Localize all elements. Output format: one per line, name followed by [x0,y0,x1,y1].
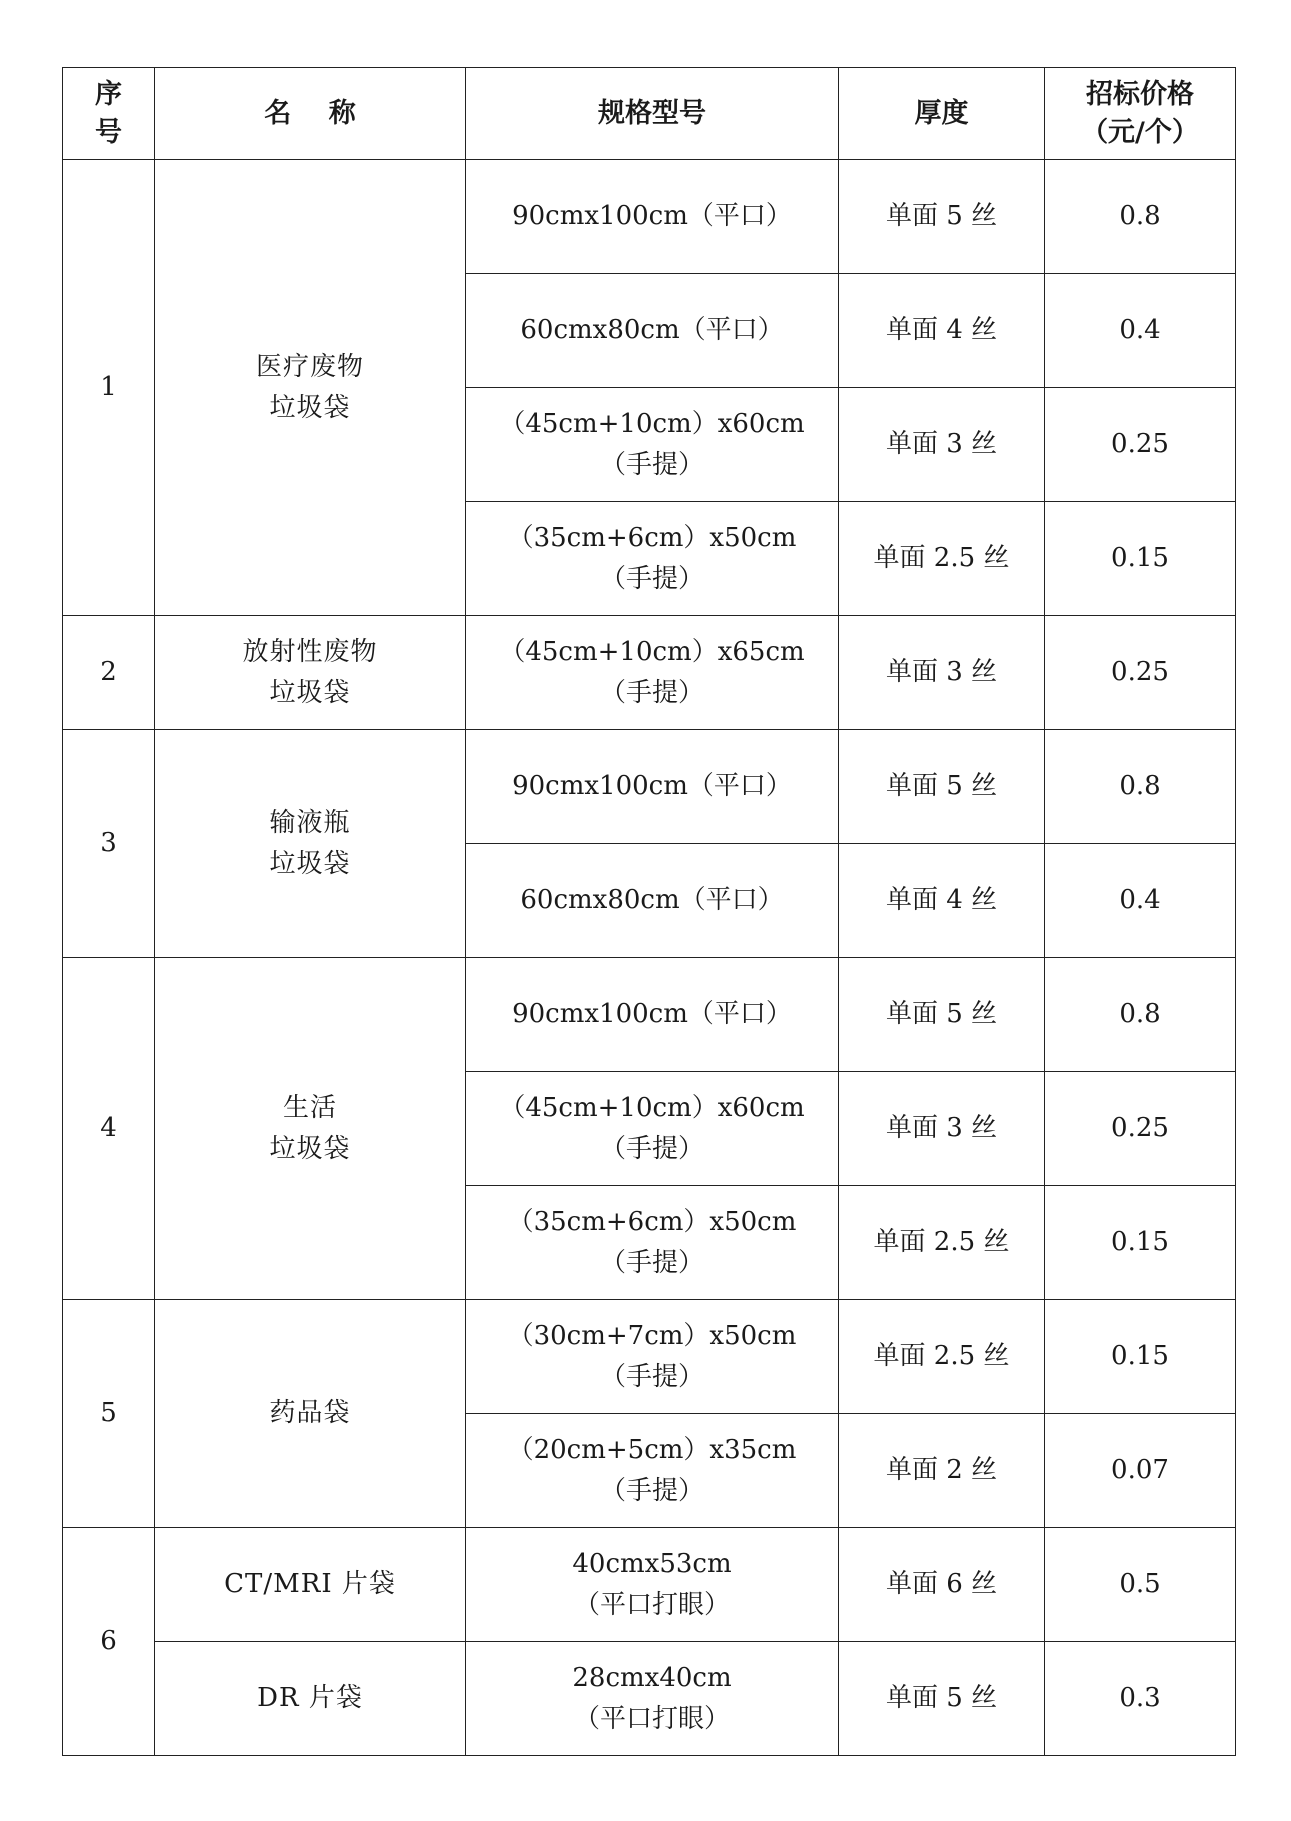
seq-cell: 4 [63,958,155,1300]
item-name-cell: 医疗废物 垃圾袋 [155,160,466,616]
thickness-cell: 单面 4 丝 [839,844,1045,958]
table-row [63,1300,1236,1414]
price-cell: 0.15 [1045,1186,1236,1300]
item-name-cell: 放射性废物 垃圾袋 [155,616,466,730]
table-row [63,616,1236,730]
spec-cell: 28cmx40cm （平口打眼） [466,1642,839,1756]
thickness-cell: 单面 3 丝 [839,388,1045,502]
thickness-cell: 单面 5 丝 [839,1642,1045,1756]
thickness-cell: 单面 5 丝 [839,730,1045,844]
thickness-cell: 单面 2.5 丝 [839,1186,1045,1300]
item-name-cell: 药品袋 [155,1300,466,1528]
header-name: 名 称 [155,68,466,160]
thickness-cell: 单面 2.5 丝 [839,502,1045,616]
header-spec: 规格型号 [466,68,839,160]
thickness-cell: 单面 3 丝 [839,616,1045,730]
price-cell: 0.8 [1045,958,1236,1072]
price-cell: 0.15 [1045,1300,1236,1414]
thickness-cell: 单面 6 丝 [839,1528,1045,1642]
item-name-cell: CT/MRI 片袋 [155,1528,466,1642]
price-cell: 0.15 [1045,502,1236,616]
spec-cell: 90cmx100cm（平口） [466,730,839,844]
item-name-cell: DR 片袋 [155,1642,466,1756]
spec-cell: （45cm+10cm）x60cm （手提） [466,388,839,502]
seq-cell: 3 [63,730,155,958]
spec-cell: （35cm+6cm）x50cm （手提） [466,502,839,616]
spec-cell: （45cm+10cm）x60cm （手提） [466,1072,839,1186]
table-row [63,160,1236,274]
price-cell: 0.25 [1045,388,1236,502]
price-cell: 0.8 [1045,160,1236,274]
header-seq: 序 号 [63,68,155,160]
price-cell: 0.3 [1045,1642,1236,1756]
spec-cell: （30cm+7cm）x50cm （手提） [466,1300,839,1414]
thickness-cell: 单面 5 丝 [839,958,1045,1072]
seq-cell: 2 [63,616,155,730]
price-cell: 0.4 [1045,844,1236,958]
table-row [63,1642,1236,1756]
spec-cell: 90cmx100cm（平口） [466,160,839,274]
item-name-cell: 生活 垃圾袋 [155,958,466,1300]
table-row [63,730,1236,844]
spec-cell: 60cmx80cm（平口） [466,844,839,958]
price-cell: 0.8 [1045,730,1236,844]
thickness-cell: 单面 5 丝 [839,160,1045,274]
thickness-cell: 单面 4 丝 [839,274,1045,388]
header-thickness: 厚度 [839,68,1045,160]
thickness-cell: 单面 3 丝 [839,1072,1045,1186]
price-cell: 0.4 [1045,274,1236,388]
table-row [63,1528,1236,1642]
price-cell: 0.25 [1045,616,1236,730]
price-cell: 0.25 [1045,1072,1236,1186]
thickness-cell: 单面 2.5 丝 [839,1300,1045,1414]
price-cell: 0.07 [1045,1414,1236,1528]
item-name-cell: 输液瓶 垃圾袋 [155,730,466,958]
header-price: 招标价格 （元/个） [1045,68,1236,160]
seq-cell: 5 [63,1300,155,1528]
spec-cell: 40cmx53cm （平口打眼） [466,1528,839,1642]
spec-cell: （35cm+6cm）x50cm （手提） [466,1186,839,1300]
spec-cell: （45cm+10cm）x65cm （手提） [466,616,839,730]
seq-cell: 6 [63,1528,155,1756]
spec-cell: 60cmx80cm（平口） [466,274,839,388]
header-row [63,68,1236,160]
thickness-cell: 单面 2 丝 [839,1414,1045,1528]
procurement-price-table [62,67,1236,1756]
table-row [63,958,1236,1072]
price-cell: 0.5 [1045,1528,1236,1642]
spec-cell: （20cm+5cm）x35cm （手提） [466,1414,839,1528]
seq-cell: 1 [63,160,155,616]
spec-cell: 90cmx100cm（平口） [466,958,839,1072]
